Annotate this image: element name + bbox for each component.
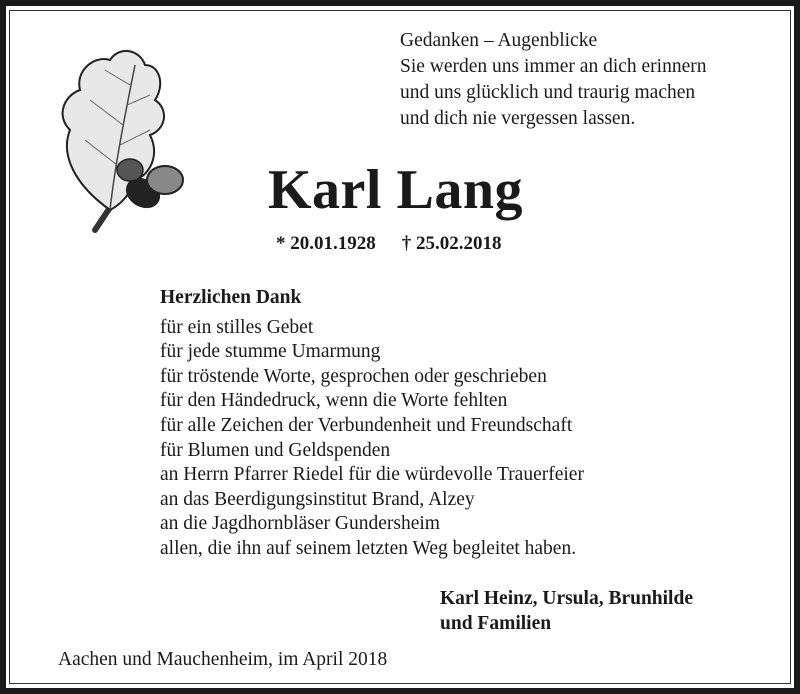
signature-line: Karl Heinz, Ursula, Brunhilde	[440, 588, 693, 609]
thanks-line: für Blumen und Geldspenden	[160, 439, 391, 461]
death-date: † 25.02.2018	[401, 233, 502, 254]
quote-line: und uns glücklich und traurig machen	[400, 82, 696, 103]
thanks-line: allen, die ihn auf seinem letzten Weg begleitet haben.	[160, 537, 577, 559]
signature	[440, 587, 693, 636]
thanks-line: für ein stilles Gebet	[160, 316, 314, 338]
life-dates	[276, 232, 502, 257]
thanks-line: an das Beerdigungsinstitut Brand, Alzey	[160, 488, 475, 510]
place-date: Aachen und Mauchenheim, im April 2018	[58, 649, 388, 670]
thanks-line: an die Jagdhornbläser Gundersheim	[160, 513, 440, 535]
thanks-heading: Herzlichen Dank	[160, 287, 302, 308]
oak-leaf-acorn-icon	[55, 45, 195, 245]
quote-line: und dich nie vergessen lassen.	[400, 108, 636, 129]
quote-line: Sie werden uns immer an dich erinnern	[400, 56, 707, 77]
thanks-block	[160, 286, 584, 562]
thanks-line: an Herrn Pfarrer Riedel für die würdevolle Trauerfeier	[160, 464, 584, 486]
deceased-name: Karl Lang	[268, 159, 523, 221]
thanks-line: für jede stumme Umarmung	[160, 341, 381, 363]
quote-title: Gedanken – Augenblicke	[400, 30, 598, 51]
birth-date: * 20.01.1928	[276, 233, 376, 254]
thanks-line: für alle Zeichen der Verbundenheit und Freundschaft	[160, 414, 573, 436]
signature-line: und Familien	[440, 612, 552, 634]
thanks-line: für den Händedruck, wenn die Worte fehlten	[160, 390, 508, 412]
quote-block	[400, 28, 707, 132]
thanks-line: für tröstende Worte, gesprochen oder geschrieben	[160, 365, 547, 387]
